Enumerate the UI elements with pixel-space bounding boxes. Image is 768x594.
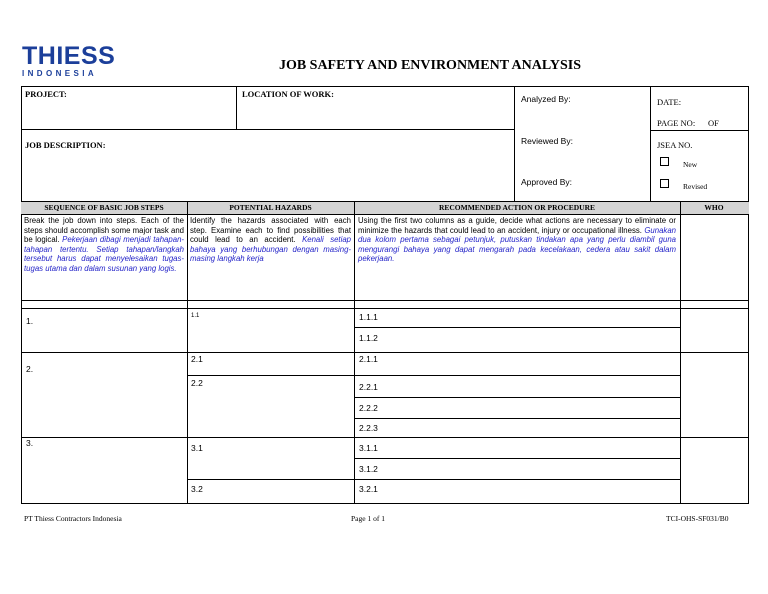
seq-instructions-en: Break the job down into steps. Each of the steps should accomplish some major task and be logical. [24,216,184,245]
action-instructions [358,216,676,264]
logo-subtitle: INDONESIA [22,69,98,78]
job-description-label: JOB DESCRIPTION: [25,140,106,150]
logo-wordmark: THIESS [22,42,116,70]
hazard-instructions-id: Kenali setiap bahaya yang berhubungan dengan masing-masing langkah kerja [190,235,351,264]
action-2-2-1-number: 2.2.1 [359,382,378,392]
footer-page: Page 1 of 1 [351,514,385,523]
column-header-action: RECOMMENDED ACTION OR PROCEDURE [438,203,596,212]
column-header-hazards: POTENTIAL HAZARDS [229,203,312,212]
page-no-label: PAGE NO: [657,118,696,128]
action-row-divider [354,397,680,398]
action-2-2-3-number: 2.2.3 [359,423,378,433]
hazard-instructions [190,216,351,264]
action-row-divider [354,327,680,328]
instruction-spacer-bottom [21,308,749,309]
hazard-instructions-en: Identify the hazards associated with each step. Examine each to find possibilities that could lead to an accident. [190,216,351,245]
form-mid-border [21,129,514,130]
action-instructions-en: Using the first two columns as a guide, decide what actions are necessary to eliminate or minimize the hazards that could lead to an accident, injury or occupational illness. [358,216,676,235]
action-2-1-1-number: 2.1.1 [359,354,378,364]
step-1-number: 1. [26,316,34,326]
location-label: LOCATION OF WORK: [242,89,334,99]
action-3-1-2-number: 3.1.2 [359,464,378,474]
page-of-label: OF [708,118,719,128]
form-right-divider [514,86,515,201]
action-1-1-2-number: 1.1.2 [359,333,378,343]
date-section-divider [650,86,651,201]
jsea-no-label: JSEA NO. [657,140,693,150]
hazard-3-1-bottom [187,479,680,480]
new-label: New [683,160,698,169]
date-section-border [650,130,748,131]
action-row-divider [354,458,680,459]
seq-instructions-id: Pekerjaan dibagi menjadi tahapan-tahapan tertentu. Setiap tahapan/langkah tersebut harus dapat menyelesaikan tugas-tugas utama dan dalam susunan yang logis. [24,235,184,273]
table-left-border [21,86,22,504]
hazard-3-1-number: 3.1 [191,443,203,453]
footer-company: PT Thiess Contractors Indonesia [24,514,122,523]
hazard-2-1-bottom [187,375,680,376]
step-2-number: 2. [26,364,34,374]
hazard-1-1-number: 1.1 [191,313,200,319]
action-2-2-2-number: 2.2.2 [359,403,378,413]
action-instructions-id: Gunakan dua kolom pertama sebagai petunjuk, putuskan tindakan apa yang perlu diambil guna mengurangi bahaya yang dapat mengarah pada kecelakaan, cedera atau sakit dalam pekerjaan. [358,225,676,264]
form-top-border [21,86,749,87]
hazard-2-1-number: 2.1 [191,354,203,364]
action-3-1-1-number: 3.1.1 [359,443,378,453]
instruction-row-bottom [21,300,749,301]
column-header-who: WHO [704,203,724,212]
project-label: PROJECT: [25,89,67,99]
document-title: JOB SAFETY AND ENVIRONMENT ANALYSIS [278,58,582,73]
analyzed-by-label: Analyzed By: [521,94,571,104]
new-checkbox[interactable] [660,157,669,166]
project-field[interactable] [22,100,235,128]
seq-instructions [24,216,184,274]
footer-code: TCI-OHS-SF031/B0 [666,514,729,523]
table-right-border [748,86,749,504]
date-label: DATE: [657,97,682,107]
hazard-2-2-number: 2.2 [191,378,203,388]
job-description-field[interactable] [22,151,513,200]
revised-label: Revised [683,182,708,191]
reviewed-by-label: Reviewed By: [521,136,573,146]
action-row-divider [354,418,680,419]
action-3-2-1-number: 3.2.1 [359,484,378,494]
step-3-number: 3. [26,438,34,448]
hazard-3-2-number: 3.2 [191,484,203,494]
action-1-1-1-number: 1.1.1 [359,312,378,322]
approved-by-label: Approved By: [521,177,573,187]
location-field[interactable] [237,100,513,128]
thiess-logo [22,44,122,78]
column-header-bottom [21,214,749,215]
step-1-bottom [21,352,749,353]
column-header-seq: SEQUENCE OF BASIC JOB STEPS [44,203,164,212]
table-bottom-border [21,503,749,504]
revised-checkbox[interactable] [660,179,669,188]
step-2-bottom [21,437,749,438]
